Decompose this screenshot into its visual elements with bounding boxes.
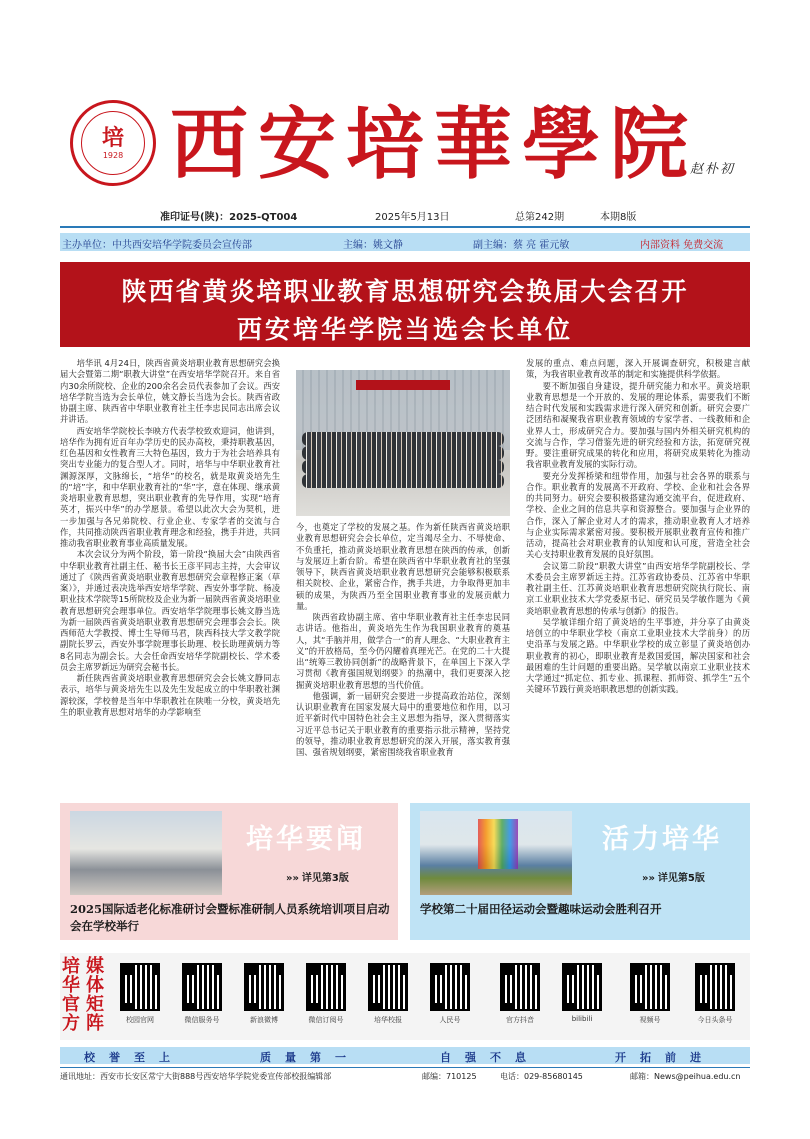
qr-label: 官方抖音 bbox=[506, 1016, 534, 1024]
seal-glyph: 培 bbox=[101, 124, 124, 151]
qr-code-icon bbox=[430, 963, 470, 1011]
feature-news-more-link[interactable] bbox=[286, 869, 349, 884]
media-matrix-label bbox=[60, 956, 110, 1034]
article-paragraph: 陕西省政协副主席、省中华职业教育社主任李忠民同志讲话。他指出，黄炎培先生作为我国职业教育的奠基人，其“手脑并用，做学合一”的育人理念、“大职业教育主义”的开放格局，至今仍闪耀着真理光芒。在党的二十大提出“统筹三教协同创新”的战略背景下，在单国上下深入学习贯彻《教育强国规划纲要》的热潮中，我们更要深入挖掘黄炎培职业教育思想的当代价值。 bbox=[296, 612, 510, 690]
qr-website[interactable] bbox=[115, 963, 165, 1025]
article-paragraph: 发展的重点、难点问题，深入开展调查研究，积极建言献策，为我省职业教育改革的制定和实施提供科学依据。 bbox=[526, 358, 750, 380]
headline-line1: 陕西省黄炎培职业教育思想研究会换届大会召开 bbox=[121, 277, 689, 306]
motto-bar bbox=[60, 1047, 750, 1064]
double-chevron-icon: »» bbox=[286, 873, 299, 884]
qr-video-channel[interactable] bbox=[625, 963, 675, 1025]
article-column-1 bbox=[60, 358, 280, 798]
feature-vitality-more-text: 详见第5版 bbox=[657, 873, 705, 884]
article-paragraph: 培华讯 4月24日，陕西省黄炎培职业教育思想研究会换届大会暨第二期“职教大讲堂”在西安培华学院召开。来自省内30余所院校、企业的200余名会员代表参加了会议。西安培华学院当选为会长单位，姚文静长当选为会长。陕西省政协副主席、陕西省中华职业教育社主任李忠民同志出席会议并讲话。 bbox=[60, 358, 280, 425]
qr-label: bilibili bbox=[571, 1015, 593, 1023]
article-paragraph: 吴学敏详细介绍了黄炎培的生平事迹，并分享了由黄炎培创立的中华职业学校（南京工业职业技术大学前身）的历史沿革与发展之路。中华职业学校的成立彰显了黄炎培创办职业教育的初心，即职业教育是救国爱国，解决国家和社会最困难的生计问题的重要出路。吴学敏以南京工业职业技术大学通过“抓定位、抓专业、抓课程、抓师资、抓学生”五个关键环节践行黄炎培职教思想的创新实践。 bbox=[526, 616, 750, 695]
feature-vitality-more-link[interactable] bbox=[642, 869, 705, 884]
qr-label: 新浪微博 bbox=[250, 1016, 278, 1024]
article-paragraph: 他强调，新一届研究会要进一步提高政治站位，深刻认识职业教育在国家发展大局中的重要地位和作用，以习近平新时代中国特色社会主义思想为指导，深入贯彻落实习近平总书记关于职业教育的重要指示批示精神，坚持党的领导，推动职业教育思想研究的深入开展，落实教育强国、强省规划纲要，紧密围绕我省职业教育 bbox=[296, 690, 510, 757]
qr-code-icon bbox=[120, 963, 160, 1011]
motto-item: 校誉至上 bbox=[84, 1051, 184, 1064]
footer-divider bbox=[60, 1067, 750, 1068]
qr-code-icon bbox=[182, 963, 222, 1011]
photo-banner bbox=[356, 380, 450, 390]
headline-line2: 西安培华学院当选会长单位 bbox=[236, 315, 573, 344]
qr-code-icon bbox=[562, 963, 602, 1011]
media-label-char: 矩 bbox=[86, 994, 104, 1015]
footer-postcode: 邮编：710125 bbox=[422, 1072, 477, 1081]
qr-wechat-service[interactable] bbox=[177, 963, 227, 1025]
qr-label: 视频号 bbox=[639, 1016, 661, 1024]
organizer: 主办单位：中共西安培华学院委员会宣传部 bbox=[62, 240, 252, 251]
media-label-char: 培 bbox=[62, 956, 80, 977]
motto-item: 自强不息 bbox=[440, 1051, 540, 1064]
article-column-3 bbox=[526, 358, 750, 800]
photo-crowd-row bbox=[302, 446, 504, 460]
issue-divider bbox=[60, 226, 750, 228]
qr-code-icon bbox=[244, 963, 284, 1011]
article-paragraph: 要充分发挥桥梁和纽带作用，加强与社会各界的联系与合作。职业教育的发展离不开政府、学校、企业和社会各界的共同努力。研究会要积极搭建沟通交流平台，促进政府、学校、企业之间的信息共享和资源整合。要加强与企业界的合作，深入了解企业对人才的需求，推动职业教育人才培养与企业实际需求紧密对接。要积极开展职业教育宣传和推广活动，提高社会对职业教育的认知度和认可度，营造全社会关心支持职业教育发展的良好氛围。 bbox=[526, 470, 750, 560]
feature-news-caption: 2025国际适老化标准研讨会暨标准研制人员系统培训项目启动会在学校举行 bbox=[70, 902, 390, 933]
article-paragraph: 今，也奠定了学校的发展之基。作为新任陕西省黄炎培职业教育思想研究会会长单位，定当竭尽全力、不辱使命、不负重托，推动黄炎培职业教育思想在陕西的传承，创新与发展迈上新台阶。希望在陕西省中华职业教育社的坚强领导下，陕西省黄炎培职业教育思想研究会能够积极联系相关院校、企业，紧密合作，携手共进，力争取得更加丰硕的成果，为陕西乃至全国职业教育事业的发展贡献力量。 bbox=[296, 522, 510, 611]
qr-label: 培华校报 bbox=[374, 1016, 402, 1024]
internal-note: 内部资料 免费交流 bbox=[640, 240, 724, 251]
chief-editor: 主编：姚文静 bbox=[343, 240, 403, 251]
issue-pages: 本期8版 bbox=[600, 212, 637, 223]
media-label-char: 阵 bbox=[86, 1013, 104, 1034]
qr-label: 今日头条号 bbox=[697, 1016, 733, 1024]
school-seal-logo bbox=[70, 100, 156, 186]
media-label-char: 华 bbox=[62, 975, 80, 996]
footer-email[interactable]: 邮箱：News@peihua.edu.cn bbox=[630, 1072, 741, 1081]
feature-vitality-photo bbox=[420, 811, 572, 895]
issue-date: 2025年5月13日 bbox=[375, 212, 450, 223]
newspaper-title: 西安培華學院 bbox=[170, 99, 699, 190]
qr-code-icon bbox=[306, 963, 346, 1011]
article-paragraph: 要不断加强自身建设，提升研究能力和水平。黄炎培职业教育思想是一个开放的、发展的理论体系，需要我们不断结合时代发展和实践需求进行深入研究和创新。研究会要广泛团结和凝聚我省职业教育领域的专家学者、一线教师和企业界人士，形成研究合力。要加强与国内外相关研究机构的交流与合作，学习借鉴先进的研究经验和方法，拓宽研究视野。要注重研究成果的转化和应用，将研究成果转化为推动我省职业教育发展的实际行动。 bbox=[526, 380, 750, 470]
qr-code-icon bbox=[500, 963, 540, 1011]
issue-info-row bbox=[60, 206, 750, 224]
media-label-char: 官 bbox=[62, 994, 80, 1015]
issue-total: 总第242期 bbox=[515, 212, 565, 223]
feature-news-photo bbox=[70, 811, 222, 895]
motto-item: 质量第一 bbox=[260, 1051, 360, 1064]
footer-contact bbox=[60, 1069, 750, 1083]
feature-news-title: 培华要闻 bbox=[246, 824, 366, 855]
qr-label: 人民号 bbox=[439, 1016, 461, 1024]
qr-wechat-subscription[interactable] bbox=[301, 963, 351, 1025]
media-qr-strip bbox=[60, 953, 750, 1040]
seal-inner-ring bbox=[81, 111, 145, 175]
rainbow-balloons bbox=[478, 819, 518, 869]
qr-school-newspaper[interactable] bbox=[363, 963, 413, 1025]
feature-vitality-box[interactable] bbox=[410, 803, 750, 940]
qr-code-icon bbox=[695, 963, 735, 1011]
qr-label: 校园官网 bbox=[126, 1016, 154, 1024]
deputy-editors: 副主编：蔡 亮 霍元敏 bbox=[473, 240, 570, 251]
qr-label: 微信订阅号 bbox=[308, 1016, 344, 1024]
double-chevron-icon: »» bbox=[642, 873, 655, 884]
photo-crowd-row bbox=[302, 460, 504, 474]
feature-news-more-text: 详见第3版 bbox=[301, 873, 349, 884]
group-photo bbox=[296, 370, 510, 516]
photo-crowd-row bbox=[302, 474, 504, 488]
calligraphy-signature: 赵朴初 bbox=[690, 162, 736, 177]
article-paragraph: 会议第二阶段“职教大讲堂”由西安培华学院副校长、学术委员会主席罗新远主持。江苏省政协委员、江苏省中华职教社副主任、江苏黄炎培职业教育思想研究院执行院长、南京工业职业技术大学党委原书记、研究员吴学敏作题为《黄炎培职业教育思想的传承与创新》的报告。 bbox=[526, 560, 750, 616]
footer-address: 通讯地址：西安市长安区常宁大街888号西安培华学院党委宣传部校报编辑部 bbox=[60, 1072, 332, 1081]
qr-label: 微信服务号 bbox=[184, 1016, 220, 1024]
media-label-char: 方 bbox=[62, 1013, 80, 1034]
feature-news-box[interactable] bbox=[60, 803, 398, 940]
qr-people[interactable] bbox=[425, 963, 475, 1025]
qr-code-icon bbox=[368, 963, 408, 1011]
headline-banner bbox=[60, 262, 750, 347]
article-paragraph: 本次会议分为两个阶段，第一阶段“换届大会”由陕西省中华职业教育社副主任、秘书长王彦平同志主持，大会审议通过了《陕西省黄炎培职业教育思想研究会章程修正案（草案）》，并通过表决选举西安培华学院、西安外事学院、杨凌职业技术学院等15所院校及企业为新一届陕西省黄炎培职业教育思想研究会理事单位。西安培华学院理事长姚文静当选为新一届陕西省黄炎培职业教育思想研究会理事会会长。陕西师范大学教授、博士生导师马君，陕西科技大学文教学院副院长罗云，西安外事学院理事长助理、校长助理黄炳力等8名同志为副会长。大会任命西安培华学院副校长、学术委员会主席罗新远为研究会秘书长。 bbox=[60, 549, 280, 672]
license-number: 准印证号(陕)：2025-QT004 bbox=[160, 212, 298, 223]
article-paragraph: 西安培华学院校长李映方代表学校致欢迎词，他讲到，培华作为拥有近百年办学历史的民办高校，秉持职教基因，红色基因和女性教育三大特色基因，致力于为社会培养具有突出专业能力的复合型人才。同时，培华与中华职业教育社渊源深厚，文脉绵长，“培华”的校名，就是取黄炎培先生的“培”字，和中华职业教育社的“华”字，意在体现、继承黄炎培职业教育思想，突出职业教育的先导作用，实现“培育英才，振兴中华”的办学愿景。希望以此次大会为契机，进一步加强与各兄弟院校、行业企业、专家学者的交流与合作，共同推动陕西省职业教育理念和经验，携手并进，共同推动我省职业教育事业高质量发展。 bbox=[60, 425, 280, 548]
qr-weibo[interactable] bbox=[239, 963, 289, 1025]
media-label-char: 体 bbox=[86, 975, 104, 996]
article-column-2 bbox=[296, 522, 510, 800]
qr-bilibili[interactable] bbox=[557, 963, 607, 1023]
editors-bar bbox=[60, 233, 750, 251]
media-label-char: 媒 bbox=[86, 956, 104, 977]
feature-vitality-caption: 学校第二十届田径运动会暨趣味运动会胜利召开 bbox=[420, 902, 662, 916]
seal-year: 1928 bbox=[102, 150, 124, 160]
feature-vitality-title: 活力培华 bbox=[602, 824, 722, 855]
qr-douyin[interactable] bbox=[495, 963, 545, 1025]
footer-phone: 电话：029-85680145 bbox=[500, 1072, 583, 1081]
motto-item: 开拓前进 bbox=[615, 1051, 715, 1064]
qr-code-icon bbox=[630, 963, 670, 1011]
photo-crowd-row bbox=[302, 432, 504, 446]
article-paragraph: 新任陕西省黄炎培职业教育思想研究会会长姚文静同志表示，培华与黄炎培先生以及先生发起成立的中华职教社渊源较深，学校曾是当年中华职教社在陕唯一分校，黄炎培先生的职业教育思想对培华的办学影响至 bbox=[60, 673, 280, 717]
qr-toutiao[interactable] bbox=[690, 963, 740, 1025]
